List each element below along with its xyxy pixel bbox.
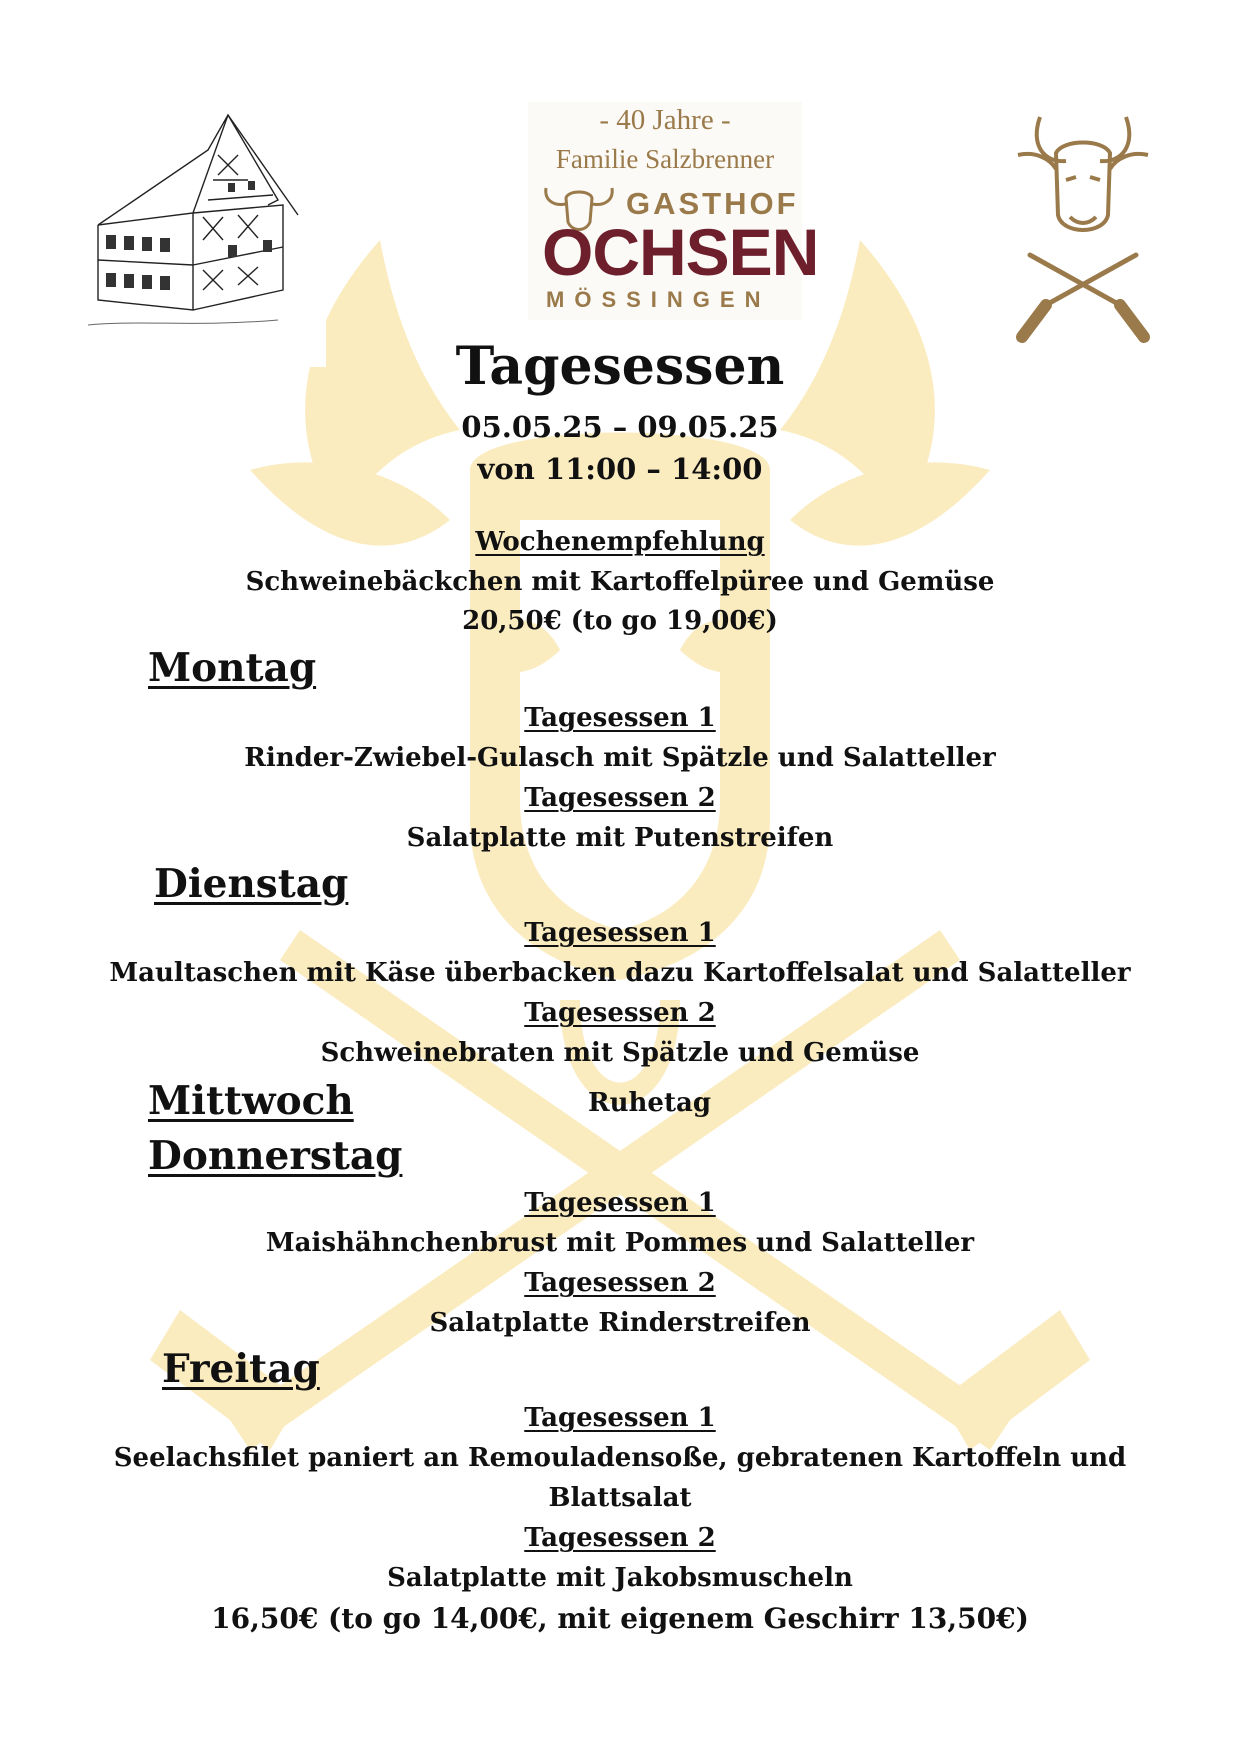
montag-dish-1: Rinder-Zwiebel-Gulasch mit Spätzle und Salatteller [244, 743, 996, 773]
serving-hours: von 11:00 – 14:00 [477, 452, 763, 486]
montag-label-1: Tagesessen 1 [524, 703, 716, 733]
logo-city: MÖSSINGEN [546, 287, 771, 312]
recommendation-dish: Schweinebäckchen mit Kartoffelpüree und Gemüse [245, 567, 995, 597]
logo-ochsen: OCHSEN [542, 215, 819, 289]
day-heading-montag: Montag [148, 645, 317, 691]
montag-dish-2: Salatplatte mit Putenstreifen [406, 823, 834, 853]
mittwoch-closed-note: Ruhetag [588, 1088, 711, 1118]
donnerstag-label-2: Tagesessen 2 [524, 1268, 716, 1298]
recommendation-price: 20,50€ (to go 19,00€) [462, 606, 778, 636]
freitag-dish-2: Salatplatte mit Jakobsmuscheln [387, 1563, 853, 1593]
day-heading-freitag: Freitag [162, 1346, 320, 1392]
donnerstag-label-1: Tagesessen 1 [524, 1188, 716, 1218]
gasthof-ochsen-logo [528, 102, 819, 320]
logo-anniversary: - 40 Jahre - [599, 104, 731, 136]
page-title: Tagesessen [455, 336, 785, 397]
gasthof-building-sketch [78, 95, 326, 367]
logo-gasthof: GASTHOF [626, 186, 799, 221]
daily-menu-price: 16,50€ (to go 14,00€, mit eigenem Geschirr 13,50€) [211, 1602, 1029, 1635]
day-heading-donnerstag: Donnerstag [148, 1133, 403, 1179]
day-heading-mittwoch: Mittwoch [148, 1078, 354, 1124]
donnerstag-dish-2: Salatplatte Rinderstreifen [429, 1308, 811, 1338]
day-heading-dienstag: Dienstag [154, 861, 349, 907]
recommendation-label: Wochenempfehlung [475, 527, 765, 557]
logo-family: Familie Salzbrenner [555, 144, 775, 174]
dienstag-dish-2: Schweinebraten mit Spätzle und Gemüse [320, 1038, 920, 1068]
montag-label-2: Tagesessen 2 [524, 783, 716, 813]
dienstag-dish-1: Maultaschen mit Käse überbacken dazu Kartoffelsalat und Salatteller [109, 958, 1131, 988]
freitag-dish-1-line-2: Blattsalat [548, 1483, 692, 1513]
freitag-label-2: Tagesessen 2 [524, 1523, 716, 1553]
ox-head-knives-icon [1008, 105, 1158, 345]
freitag-label-1: Tagesessen 1 [524, 1403, 716, 1433]
date-range: 05.05.25 – 09.05.25 [461, 410, 779, 444]
freitag-dish-1-line-1: Seelachsfilet paniert an Remouladensoße, gebratenen Kartoffeln und [113, 1443, 1127, 1473]
dienstag-label-2: Tagesessen 2 [524, 998, 716, 1028]
donnerstag-dish-1: Maishähnchenbrust mit Pommes und Salatteller [265, 1228, 975, 1258]
dienstag-label-1: Tagesessen 1 [524, 918, 716, 948]
